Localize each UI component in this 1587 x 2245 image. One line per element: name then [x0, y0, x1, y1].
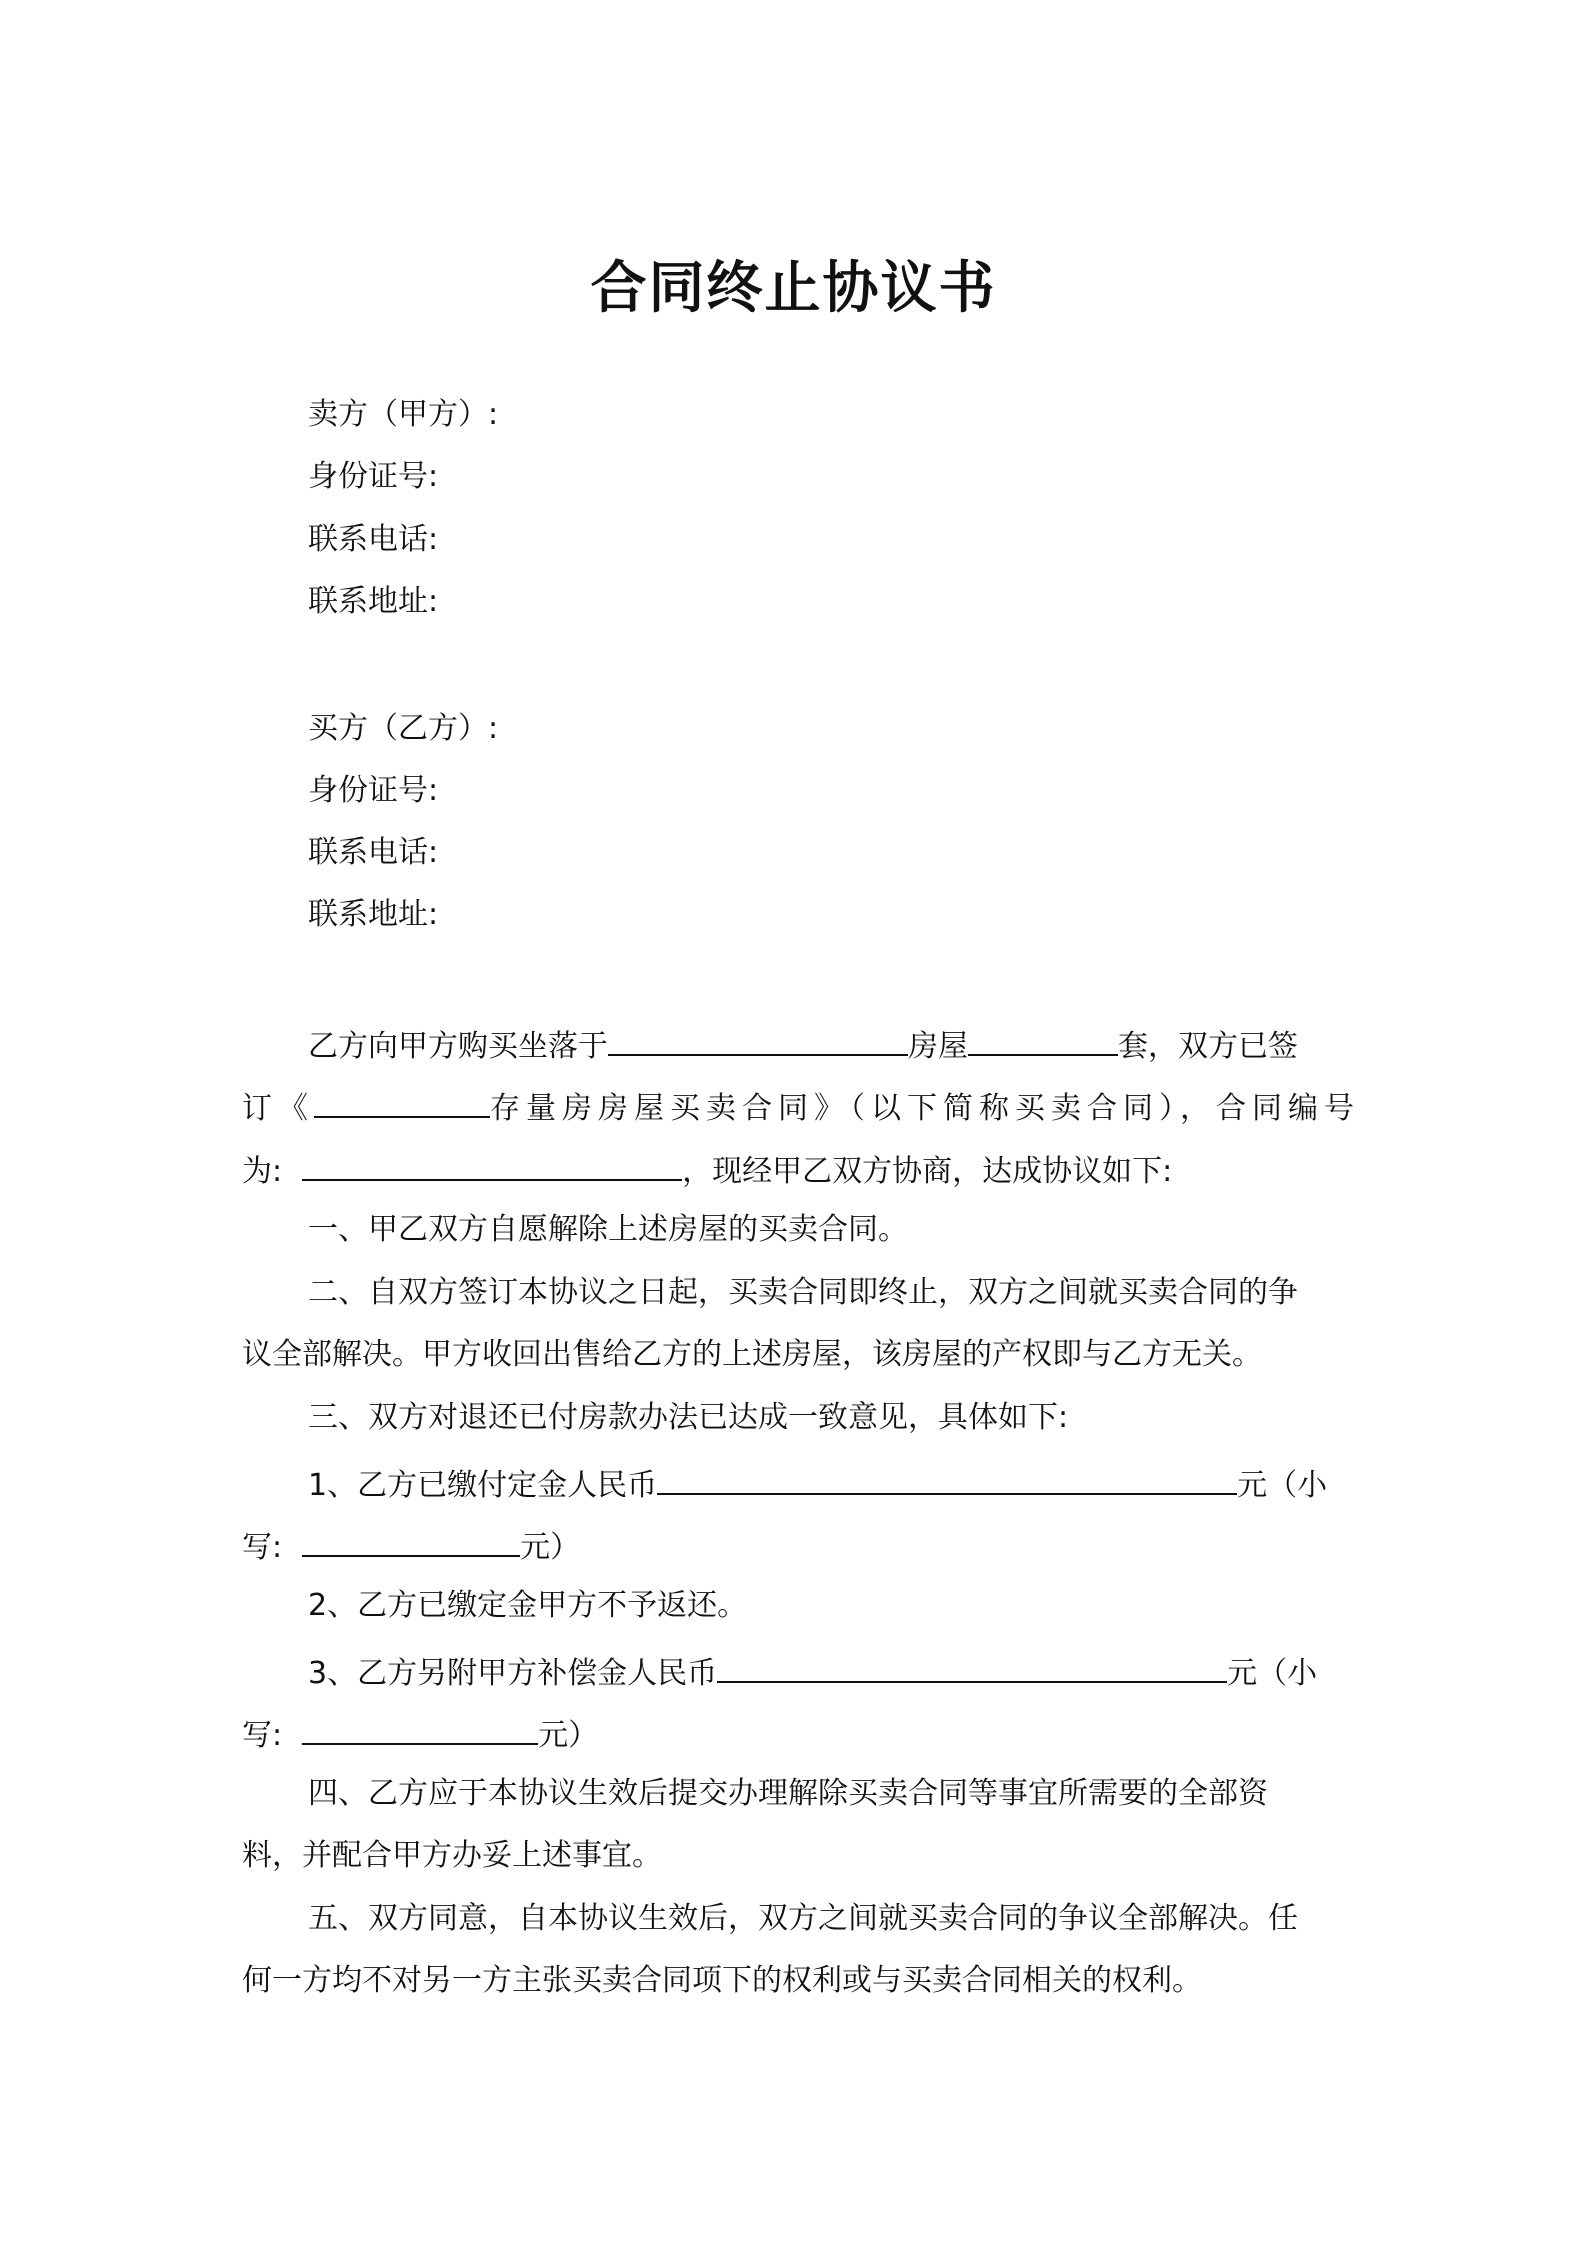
clause-3-3-text-d: 元） — [538, 1718, 599, 1753]
buyer-heading: 买方（乙方）: — [308, 711, 499, 746]
clause-1: 一、甲乙双方自愿解除上述房屋的买卖合同。 — [308, 1212, 908, 1247]
clause-3-1-text-b: 元（小 — [1237, 1468, 1328, 1503]
clause-4-line-2: 料，并配合甲方办妥上述事宜。 — [242, 1838, 662, 1873]
clause-3-3-line-1 — [242, 1647, 1352, 1696]
clause-2-line-1: 二、自双方签订本协议之日起，买卖合同即终止，双方之间就买卖合同的争 — [308, 1275, 1298, 1310]
intro-text-1c: 套，双方已签 — [1118, 1029, 1298, 1064]
clause-3-3-text-c: 写: — [242, 1718, 283, 1753]
clause-3-1-text-a: 1、乙方已缴付定金人民币 — [308, 1468, 658, 1503]
clause-3-3-text-b: 元（小 — [1227, 1656, 1318, 1691]
clause-3-3-text-a: 3、乙方另附甲方补偿金人民币 — [308, 1656, 718, 1691]
document-title: 合同终止协议书 — [590, 255, 997, 321]
clause-3-1-line-1 — [242, 1459, 1352, 1508]
buyer-phone-label: 联系电话: — [308, 835, 439, 870]
intro-text-2b: 存量房房屋买卖合同》（以下简称买卖合同），合同编号 — [490, 1091, 1360, 1126]
deposit-amount-blank — [657, 1459, 1237, 1495]
intro-text-3a: 为: — [242, 1154, 283, 1189]
buyer-address-label: 联系地址: — [308, 897, 439, 932]
clause-3-2: 2、乙方已缴定金甲方不予返还。 — [308, 1588, 748, 1623]
compensation-figure-blank — [302, 1709, 538, 1745]
intro-line-2 — [242, 1082, 1360, 1131]
clause-3-1-line-2 — [242, 1521, 1352, 1570]
seller-address-label: 联系地址: — [308, 584, 439, 619]
clause-4-line-1: 四、乙方应于本协议生效后提交办理解除买卖合同等事宜所需要的全部资 — [308, 1776, 1268, 1811]
contract-name-blank — [314, 1082, 490, 1118]
intro-text-1a: 乙方向甲方购买坐落于 — [308, 1029, 608, 1064]
buyer-id-label: 身份证号: — [308, 773, 439, 808]
intro-text-2a: 订《 — [242, 1091, 314, 1126]
seller-id-label: 身份证号: — [308, 459, 439, 494]
intro-text-1b: 房屋 — [908, 1029, 968, 1064]
deposit-figure-blank — [302, 1521, 520, 1557]
intro-text-3b: ，现经甲乙双方协商，达成协议如下: — [682, 1154, 1173, 1189]
seller-phone-label: 联系电话: — [308, 522, 439, 557]
clause-3: 三、双方对退还已付房款办法已达成一致意见，具体如下: — [308, 1400, 1069, 1435]
clause-5-line-2: 何一方均不对另一方主张买卖合同项下的权利或与买卖合同相关的权利。 — [242, 1963, 1202, 1998]
intro-line-1 — [242, 1020, 1352, 1069]
location-blank — [608, 1020, 908, 1056]
clause-2-line-2: 议全部解决。甲方收回出售给乙方的上述房屋，该房屋的产权即与乙方无关。 — [242, 1337, 1262, 1372]
clause-3-1-text-c: 写: — [242, 1530, 283, 1565]
contract-number-blank — [302, 1145, 682, 1181]
clause-3-3-line-2 — [242, 1709, 1352, 1758]
house-count-blank — [968, 1020, 1118, 1056]
clause-5-line-1: 五、双方同意，自本协议生效后，双方之间就买卖合同的争议全部解决。任 — [308, 1901, 1298, 1936]
clause-3-1-text-d: 元） — [520, 1530, 581, 1565]
seller-heading: 卖方（甲方）: — [308, 397, 499, 432]
compensation-amount-blank — [717, 1647, 1227, 1683]
intro-line-3 — [242, 1145, 1352, 1194]
